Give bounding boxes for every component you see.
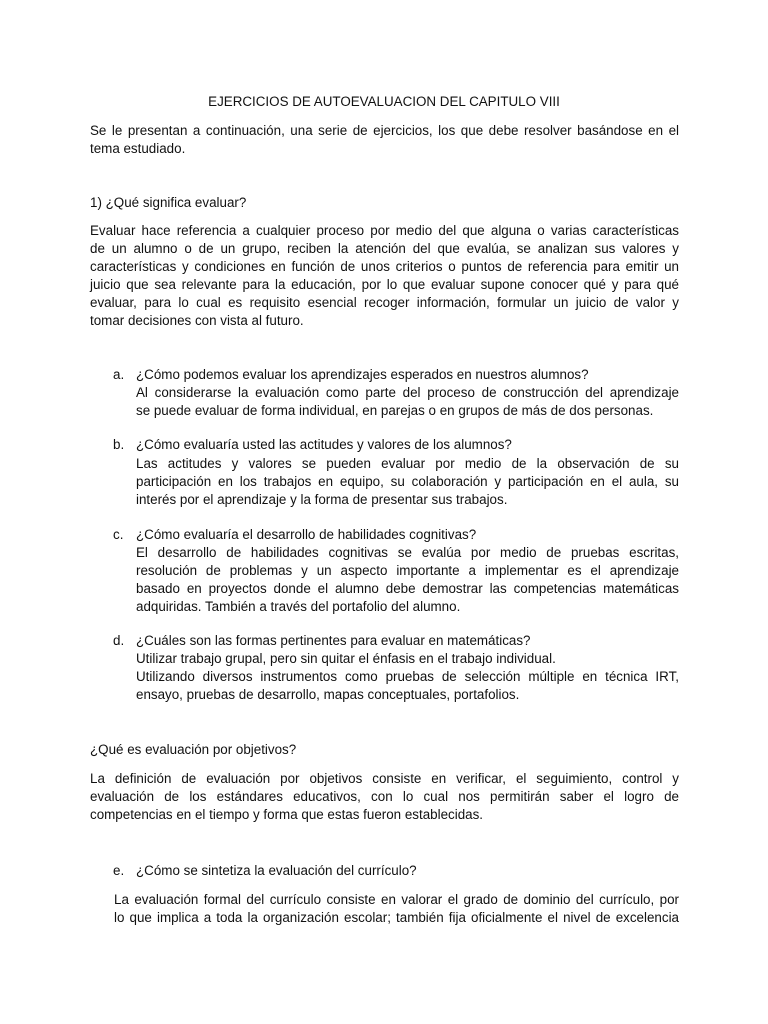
list-marker-e: e. xyxy=(113,863,125,878)
answer-1-line: características y condiciones en función de unos criterios o puntos de referencia para emitir un xyxy=(90,259,679,274)
objectives-answer-line: evaluación de los estándares educativos, con lo cual nos permitirán saber el logro de xyxy=(90,789,679,804)
list-marker-b: b. xyxy=(113,437,125,452)
list-marker-a: a. xyxy=(113,367,125,382)
item-b-answer-line: Las actitudes y valores se pueden evaluar por medio de la observación de su xyxy=(136,456,679,471)
item-a-answer-line: Al considerarse la evaluación como parte del proceso de construcción del aprendizaje xyxy=(136,385,679,400)
answer-1-line: Evaluar hace referencia a cualquier proceso por medio del que alguna o varias características xyxy=(90,223,679,238)
list-marker-d: d. xyxy=(113,633,125,648)
item-a-question: ¿Cómo podemos evaluar los aprendizajes esperados en nuestros alumnos? xyxy=(136,367,589,382)
item-d-answer-line: Utilizar trabajo grupal, pero sin quitar el énfasis en el trabajo individual. xyxy=(136,651,556,666)
item-c-answer-line: resolución de problemas y un aspecto importante a implementar es el aprendizaje xyxy=(136,563,679,578)
objectives-answer-line: La definición de evaluación por objetivos consiste en verificar, el seguimiento, control y xyxy=(90,771,679,786)
intro-line: tema estudiado. xyxy=(90,141,186,156)
item-d-question: ¿Cuáles son las formas pertinentes para evaluar en matemáticas? xyxy=(136,633,531,648)
answer-1-line: tomar decisiones con vista al futuro. xyxy=(90,313,304,328)
intro-line: Se le presentan a continuación, una serie de ejercicios, los que debe resolver basándose en el xyxy=(90,123,679,138)
objectives-question: ¿Qué es evaluación por objetivos? xyxy=(90,742,297,757)
item-b-answer-line: interés por el aprendizaje y la forma de presentar sus trabajos. xyxy=(136,492,508,507)
item-e-answer-line: La evaluación formal del currículo consiste en valorar el grado de dominio del currículo, por xyxy=(114,892,679,907)
answer-1-line: juicio que sea relevante para la educación, por lo que evaluar supone conocer qué y para qué xyxy=(90,277,679,292)
answer-1-line: de un alumno o de un grupo, reciben la atención del que evalúa, se analizan sus valores y xyxy=(90,241,679,256)
item-b-question: ¿Cómo evaluaría usted las actitudes y valores de los alumnos? xyxy=(136,437,512,452)
item-c-answer-line: El desarrollo de habilidades cognitivas se evalúa por medio de pruebas escritas, xyxy=(136,545,679,560)
item-d-answer-line: Utilizando diversos instrumentos como pruebas de selección múltiple en técnica IRT, xyxy=(136,669,679,684)
objectives-answer-line: competencias en el tiempo y forma que estas fueron establecidas. xyxy=(90,807,484,822)
item-a-answer-line: se puede evaluar de forma individual, en parejas o en grupos de más de dos personas. xyxy=(136,403,654,418)
item-c-question: ¿Cómo evaluaría el desarrollo de habilidades cognitivas? xyxy=(136,527,477,542)
item-c-answer-line: basado en proyectos donde el alumno debe demostrar las competencias matemáticas xyxy=(136,581,679,596)
document-title: EJERCICIOS DE AUTOEVALUACION DEL CAPITULO VIII xyxy=(208,94,560,109)
item-b-answer-line: participación en los trabajos en equipo, su colaboración y participación en el aula, su xyxy=(136,474,679,489)
question-1-heading: 1) ¿Qué significa evaluar? xyxy=(90,195,247,210)
answer-1-line: evaluar, para lo cual es requisito esencial recoger información, formular un juicio de valor y xyxy=(90,295,679,310)
item-e-question: ¿Cómo se sintetiza la evaluación del currículo? xyxy=(136,863,417,878)
item-d-answer-line: ensayo, pruebas de desarrollo, mapas conceptuales, portafolios. xyxy=(136,687,520,702)
item-e-answer-line: lo que implica a toda la organización escolar; también fija oficialmente el nivel de excelencia xyxy=(114,910,679,925)
item-c-answer-line: adquiridas. También a través del portafolio del alumno. xyxy=(136,599,461,614)
list-marker-c: c. xyxy=(113,527,124,542)
